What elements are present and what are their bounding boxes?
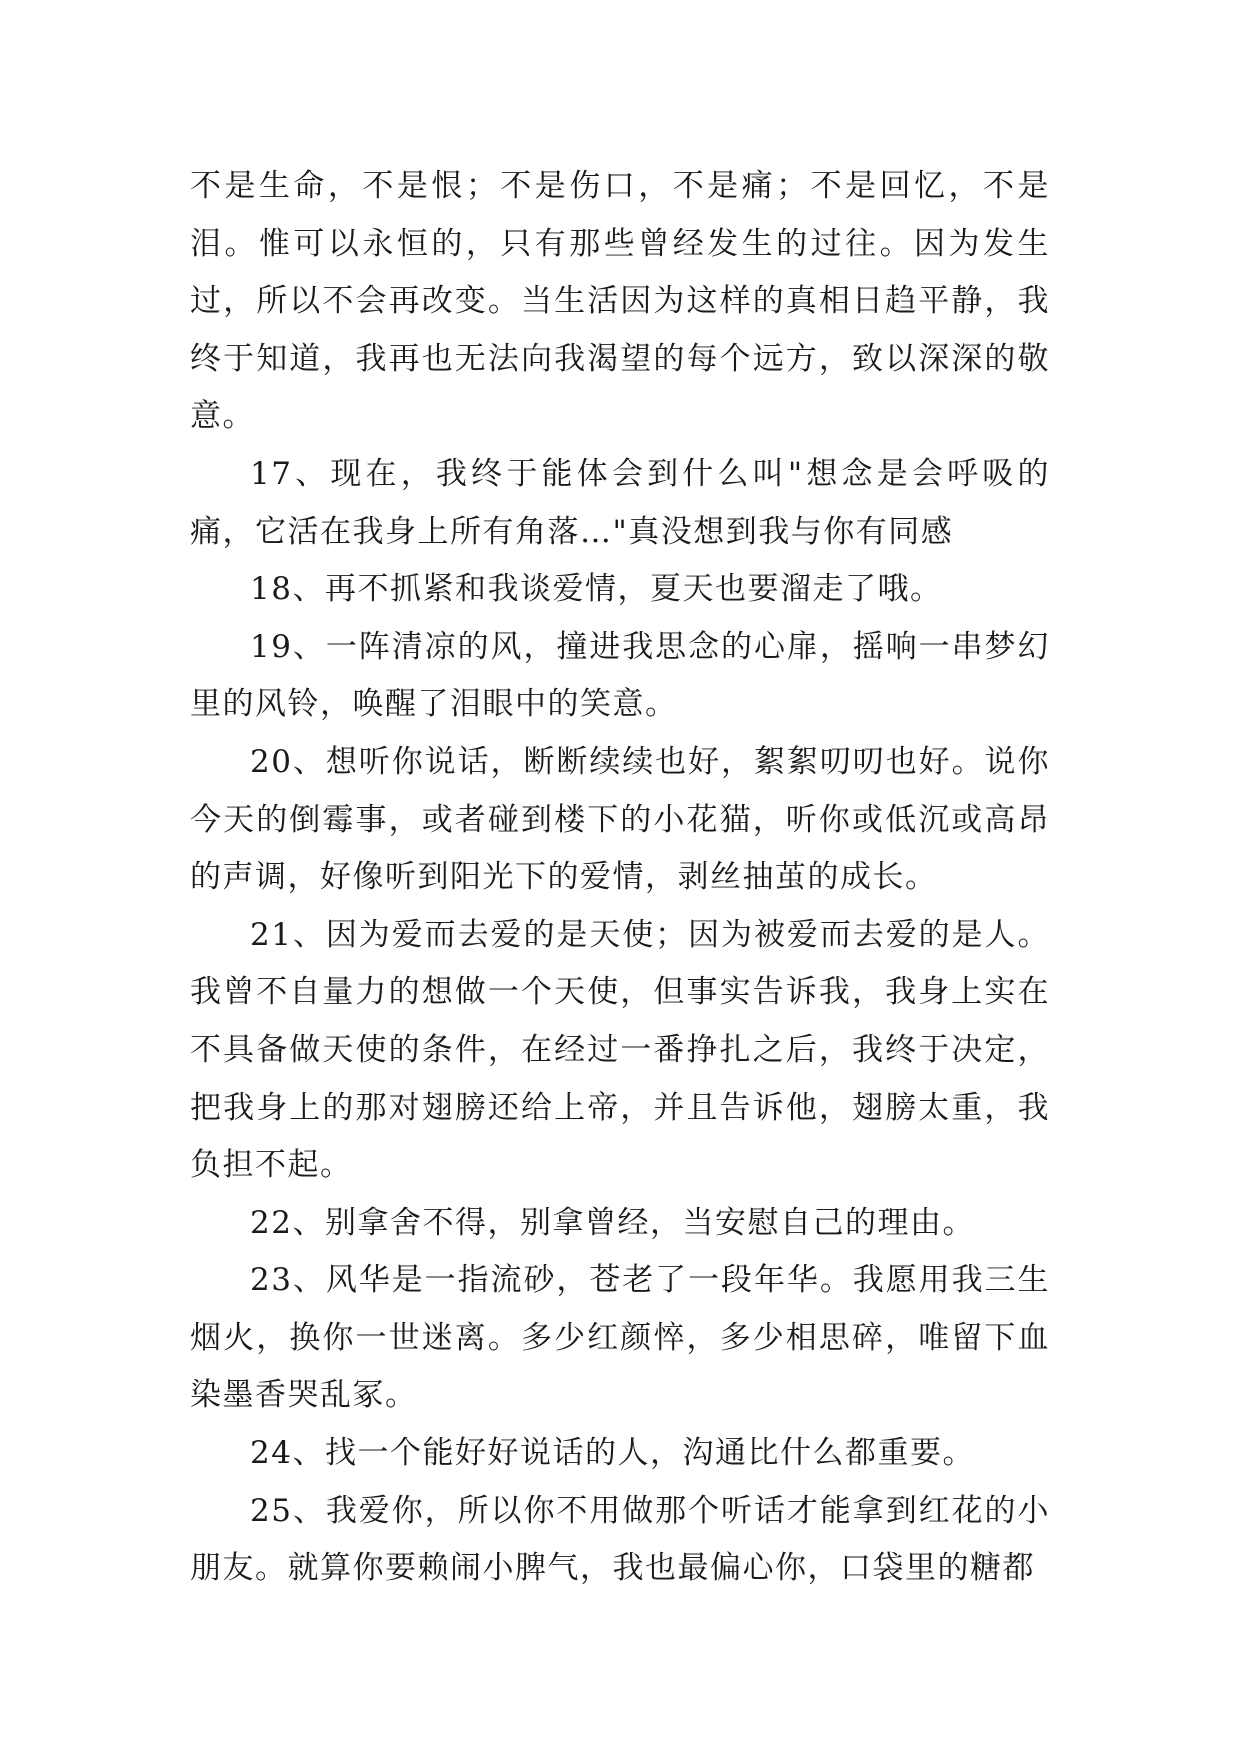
paragraph-18: 18、再不抓紧和我谈爱情，夏天也要溜走了哦。 (250, 571, 943, 608)
paragraph-25: 25、我爱你，所以你不用做那个听话才能拿到红花的小朋友。就算你要赖闹小脾气，我也最偏心你，口袋里的糖都 (190, 1492, 1050, 1587)
paragraph-20: 20、想听你说话，断断续续也好，絮絮叨叨也好。说你今天的倒霉事，或者碰到楼下的小花猫，听你或低沉或高昂的声调，好像听到阳光下的爱情，剥丝抽茧的成长。 (190, 743, 1050, 896)
document-body (190, 158, 1050, 1598)
paragraph-23: 23、风华是一指流砂，苍老了一段年华。我愿用我三生烟火，换你一世迷离。多少红颜悴，多少相思碎，唯留下血染墨香哭乱冢。 (190, 1262, 1050, 1414)
paragraph-22: 22、别拿舍不得，别拿曾经，当安慰自己的理由。 (250, 1204, 975, 1241)
paragraph-continuation: 不是生命，不是恨；不是伤口，不是痛；不是回忆，不是泪。惟可以永恒的，只有那些曾经发生的过往。因为发生过，所以不会再改变。当生活因为这样的真相日趋平静，我终于知道，我再也无法向我渴望的每个远方，致以深深的敬意。 (190, 168, 1050, 435)
paragraph-19: 19、一阵清凉的风，撞进我思念的心扉，摇响一串梦幻里的风铃，唤醒了泪眼中的笑意。 (190, 628, 1050, 723)
paragraph-17: 17、现在，我终于能体会到什么叫"想念是会呼吸的痛，它活在我身上所有角落…"真没想到我与你有同感 (190, 455, 1050, 550)
paragraph-21: 21、因为爱而去爱的是天使；因为被爱而去爱的是人。我曾不自量力的想做一个天使，但事实告诉我，我身上实在不具备做天使的条件，在经过一番挣扎之后，我终于决定，把我身上的那对翅膀还给上帝，并且告诉他，翅膀太重，我负担不起。 (190, 916, 1050, 1184)
paragraph-24: 24、找一个能好好说话的人，沟通比什么都重要。 (250, 1435, 975, 1472)
